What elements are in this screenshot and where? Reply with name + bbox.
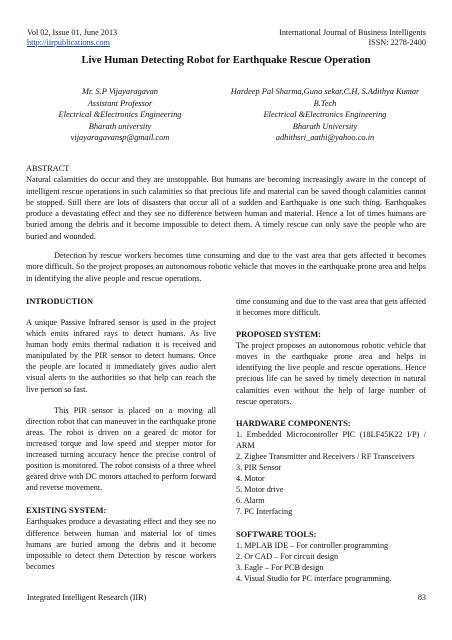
author-block-right bbox=[212, 86, 438, 144]
abstract-paragraph: Natural calamities do occur and they are unstoppable. But humans are becoming increasingly aware in the concept of intelligent rescue operations in such calamities so that precious life and material can be saved though calamities cannot be stopped. Still there are lots of disasters that occur all of a sudden and Earthquake is one such thing. Earthquakes produce a devastating effect and they see no difference between human and material. Hence a lot of times humans are buried among the debris and it become impossible to detect them. A timely rescue can only save the people who are buried and wounded. bbox=[26, 175, 426, 241]
abstract-paragraph: Detection by rescue workers becomes time consuming and due to the vast area that gets affected it becomes more difficult. So the project proposes an autonomous robotic vehicle that moves in the earthquake prone area and helps in identifying the alive people and rescue operations. bbox=[26, 251, 426, 283]
body-paragraph: This PIR sensor is placed on a moving all direction robot that can maneuver in the earthquake prone areas. The robot is driven on a geared dc motor for increased torque and low speed and stepper motor for increased turning accuracy hence the precise control of position is monitored. The robot consists of a three wheel geared drive with DC motors attached to perform forward and reverse movement. bbox=[26, 405, 216, 493]
right-column bbox=[236, 296, 426, 584]
list-item: 5. Motor drive bbox=[236, 485, 284, 495]
body-paragraph: time consuming and due to the vast area that gets affected it becomes more difficult. bbox=[236, 297, 426, 318]
body-paragraph: Earthquakes produce a devastating effect and they see no difference between human and material lot of times humans are buried among the debris and it become impossible to detect them Detection by rescue workers becomes bbox=[26, 517, 216, 571]
left-column bbox=[26, 296, 216, 572]
author-name: Mr. S.P Vijayaragavan bbox=[82, 87, 158, 96]
list-item: 2. Or CAD – For circuit design bbox=[236, 551, 339, 561]
hardware-list bbox=[236, 429, 426, 518]
software-list bbox=[236, 540, 426, 584]
author-names: Hardeep Pal Sharma,Guna sekar.C.H, S.Adithya Kumar bbox=[230, 87, 420, 96]
list-item: 7. PC Interfacing bbox=[236, 507, 293, 517]
footer-publisher: Integrated Intelligent Research (IIR) bbox=[27, 593, 147, 602]
body-paragraph: The project proposes an autonomous robotic vehicle that moves in the earthquake prone area and helps in identifying the live people and rescue operations. Hence precious life can be saved by timely detection in natural calamities even without the help of large number of rescue operators. bbox=[236, 341, 426, 406]
header-right bbox=[279, 28, 426, 48]
page-number: 83 bbox=[417, 593, 426, 602]
body-paragraph: A unique Passive Infrared sensor is used in the project which emits infrared rays to detect humans. As live human body emits thermal radiation it is received and manipulated by the PIR sensor to detect humans. Once the people are located it immediately gives audio alert visual alerts to the authorities so that help can reach the live person so fast. bbox=[26, 318, 216, 394]
journal-url-link[interactable]: http://iirpublications.com bbox=[27, 38, 111, 47]
section-heading-existing-system: EXISTING SYSTEM: bbox=[26, 506, 107, 516]
author-institution: Bharath university bbox=[88, 121, 152, 131]
paper-title: Live Human Detecting Robot for Earthquake Rescue Operation bbox=[81, 55, 371, 66]
volume-info: Vol 02, Issue 01, June 2013 bbox=[27, 28, 118, 37]
list-item: 4. Motor bbox=[236, 474, 265, 484]
author-email: adhithsri_aathi@yahoo.co.in bbox=[275, 133, 375, 143]
list-item: 4. Visual Studio for PC interface programming. bbox=[236, 573, 392, 583]
issn: ISSN: 2278-2400 bbox=[368, 38, 426, 47]
list-item: 1. MPLAB IDE – For controller programming bbox=[236, 540, 389, 550]
list-item: 1. Embedded Microcontroller PIC (18LF45K22 I/P) / ARM bbox=[236, 429, 426, 450]
list-item: 6. Alarm bbox=[236, 496, 265, 506]
author-email: vijayaragavansp@gmail.com bbox=[70, 133, 170, 143]
section-heading-software: SOFTWARE TOOLS: bbox=[236, 529, 317, 539]
author-block-left bbox=[30, 86, 210, 144]
section-heading-proposed-system: PROPOSED SYSTEM: bbox=[236, 330, 321, 340]
list-item: 3. PIR Sensor bbox=[236, 463, 282, 473]
author-department: Electrical &Electronics Engineering bbox=[58, 110, 182, 120]
abstract-section bbox=[26, 163, 426, 284]
abstract-heading: ABSTRACT bbox=[26, 164, 70, 173]
list-item: 2. Zigbee Transmitter and Receivers / RF Transceivers bbox=[236, 451, 415, 461]
author-position: Assistant Professor bbox=[87, 98, 153, 108]
journal-name: International Journal of Business Intelligents bbox=[279, 28, 426, 37]
author-degree: B.Tech bbox=[313, 98, 337, 108]
list-item: 3. Eagle – For PCB design bbox=[236, 562, 324, 572]
section-heading-introduction: INTRODUCTION bbox=[26, 297, 94, 306]
author-institution: Bharath University bbox=[292, 121, 358, 131]
section-heading-hardware: HARDWARE COMPONENTS: bbox=[236, 418, 351, 428]
author-department: Electrical &Electronics Engineering bbox=[263, 110, 387, 120]
header-left bbox=[27, 28, 117, 48]
